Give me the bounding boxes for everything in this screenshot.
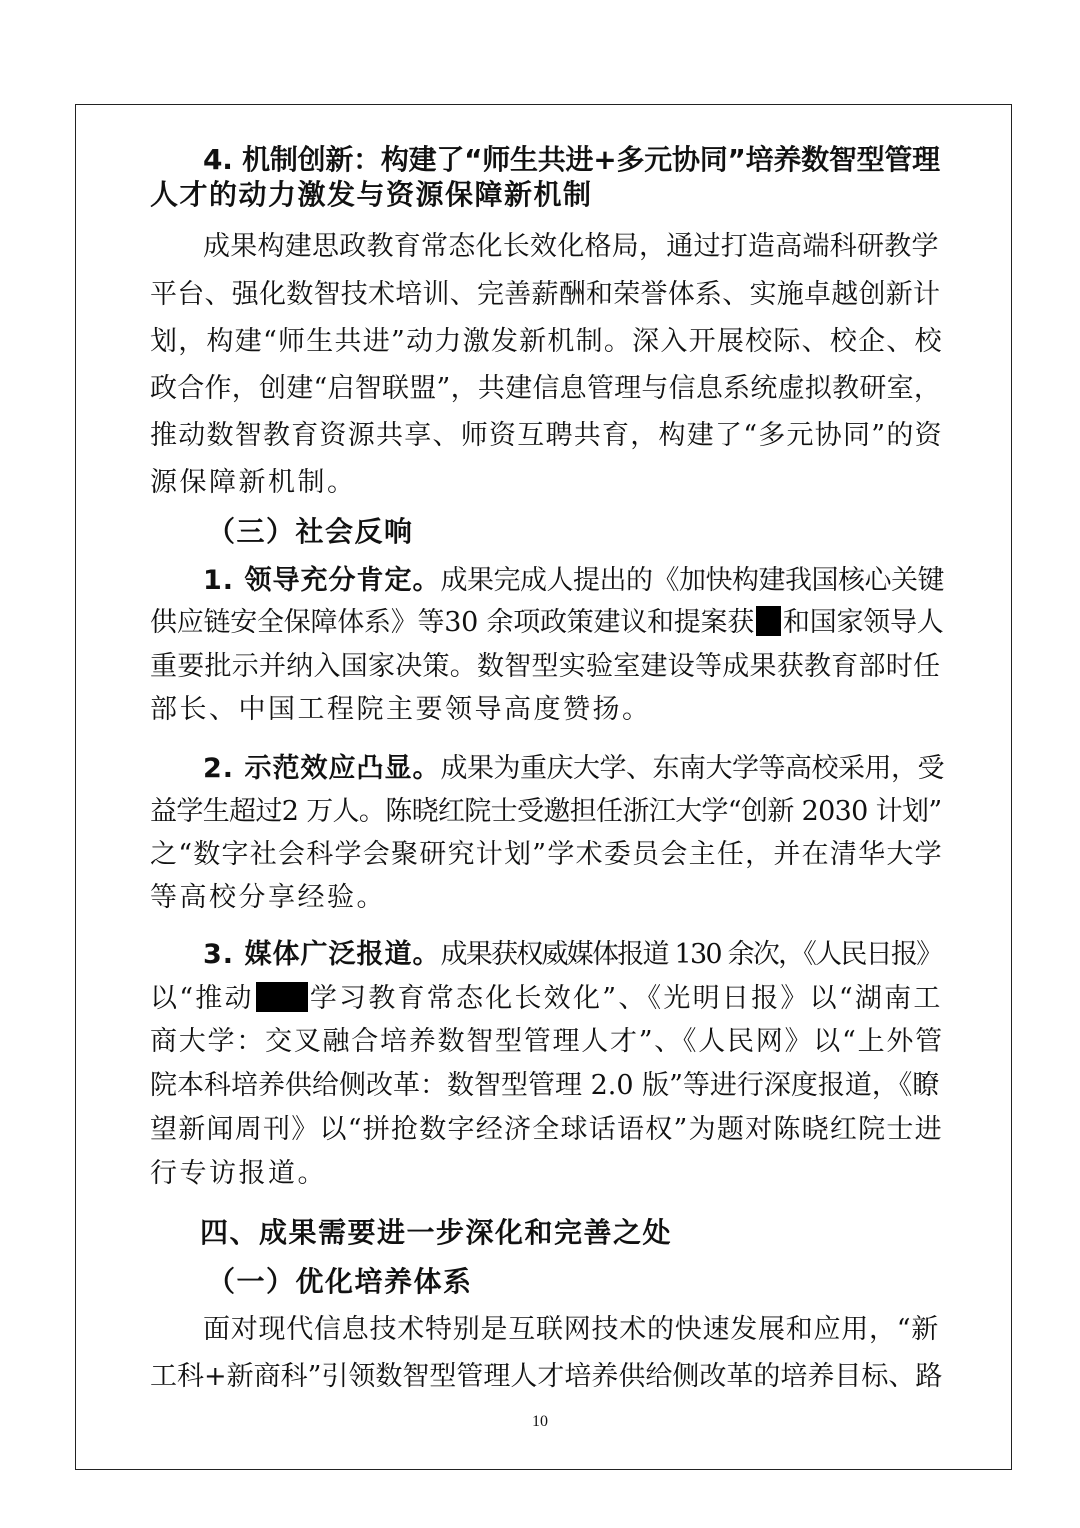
social-response-heading: （三）社会反响 xyxy=(207,515,414,548)
mechanism-paragraph-line: 政合作，创建“启智联盟”，共建信息管理与信息系统虚拟教研室， xyxy=(150,373,942,404)
mechanism-paragraph-line: 成果构建思政教育常态化长效化格局，通过打造高端科研教学 xyxy=(203,231,939,262)
redaction-block xyxy=(756,606,781,636)
social-item3-line2: 以“推动 学习教育常态化长效化”、《光明日报》以“湖南工 xyxy=(150,983,943,1014)
section4-heading: 四、成果需要进一步深化和完善之处 xyxy=(200,1216,673,1249)
section4-paragraph-line: 工科+新商科”引领数智型管理人才培养供给侧改革的培养目标、路 xyxy=(150,1361,943,1392)
mechanism-paragraph-line: 推动数智教育资源共享、师资互聘共育，构建了“多元协同”的资 xyxy=(150,420,943,451)
mechanism-paragraph-line: 源保障新机制。 xyxy=(150,467,357,498)
section4-paragraph-line: 面对现代信息技术特别是互联网技术的快速发展和应用，“新 xyxy=(203,1314,940,1345)
mechanism-paragraph-line: 平台、强化数智技术培训、完善薪酬和荣誉体系、实施卓越创新计 xyxy=(150,279,941,310)
social-item2-lead: 2. 示范效应凸显。 xyxy=(203,753,441,784)
mechanism-paragraph-line: 划，构建“师生共进”动力激发新机制。深入开展校际、校企、校 xyxy=(150,326,943,357)
mechanism-heading-line1: 4. 机制创新：构建了“师生共进+多元协同”培养数智型管理 xyxy=(203,143,940,176)
social-item2-line4: 等高校分享经验。 xyxy=(150,882,386,913)
social-item3-line6: 行专访报道。 xyxy=(150,1158,327,1189)
social-item2-line2: 益学生超过2 万人。陈晓红院士受邀担任浙江大学“创新 2030 计划” xyxy=(150,796,942,827)
social-item3-lead: 3. 媒体广泛报道。 xyxy=(203,939,441,970)
social-item1-line4: 部长、中国工程院主要领导高度赞扬。 xyxy=(150,694,652,725)
social-item1-lead: 1. 领导充分肯定。 xyxy=(203,565,441,596)
page-number: 10 xyxy=(532,1413,548,1430)
social-item3-line1: 3. 媒体广泛报道。成果获权威媒体报道 130 余次，《人民日报》 xyxy=(203,939,942,970)
social-item2-line3: 之“数字社会科学会聚研究计划”学术委员会主任，并在清华大学 xyxy=(150,839,943,870)
social-item1-line3: 重要批示并纳入国家决策。数智型实验室建设等成果获教育部时任 xyxy=(150,651,941,682)
social-item3-line5: 望新闻周刊》以“拼抢数字经济全球话语权”为题对陈晓红院士进 xyxy=(150,1114,943,1145)
social-item1-line1: 1. 领导充分肯定。成果完成人提出的《加快构建我国核心关键 xyxy=(203,565,944,596)
mechanism-heading-line2: 人才的动力激发与资源保障新机制 xyxy=(150,178,593,211)
social-item3-line4: 院本科培养供给侧改革：数智型管理 2.0 版”等进行深度报道，《瞭 xyxy=(150,1070,940,1101)
social-item3-line3: 商大学：交叉融合培养数智型管理人才”、《人民网》以“上外管 xyxy=(150,1026,944,1057)
redaction-block xyxy=(256,982,308,1012)
social-item1-line2: 供应链安全保障体系》等30 余项政策建议和提案获 和国家领导人 xyxy=(150,607,944,638)
social-item2-line1: 2. 示范效应凸显。成果为重庆大学、东南大学等高校采用，受 xyxy=(203,753,944,784)
section4-subheading: （一）优化培养体系 xyxy=(207,1265,473,1298)
